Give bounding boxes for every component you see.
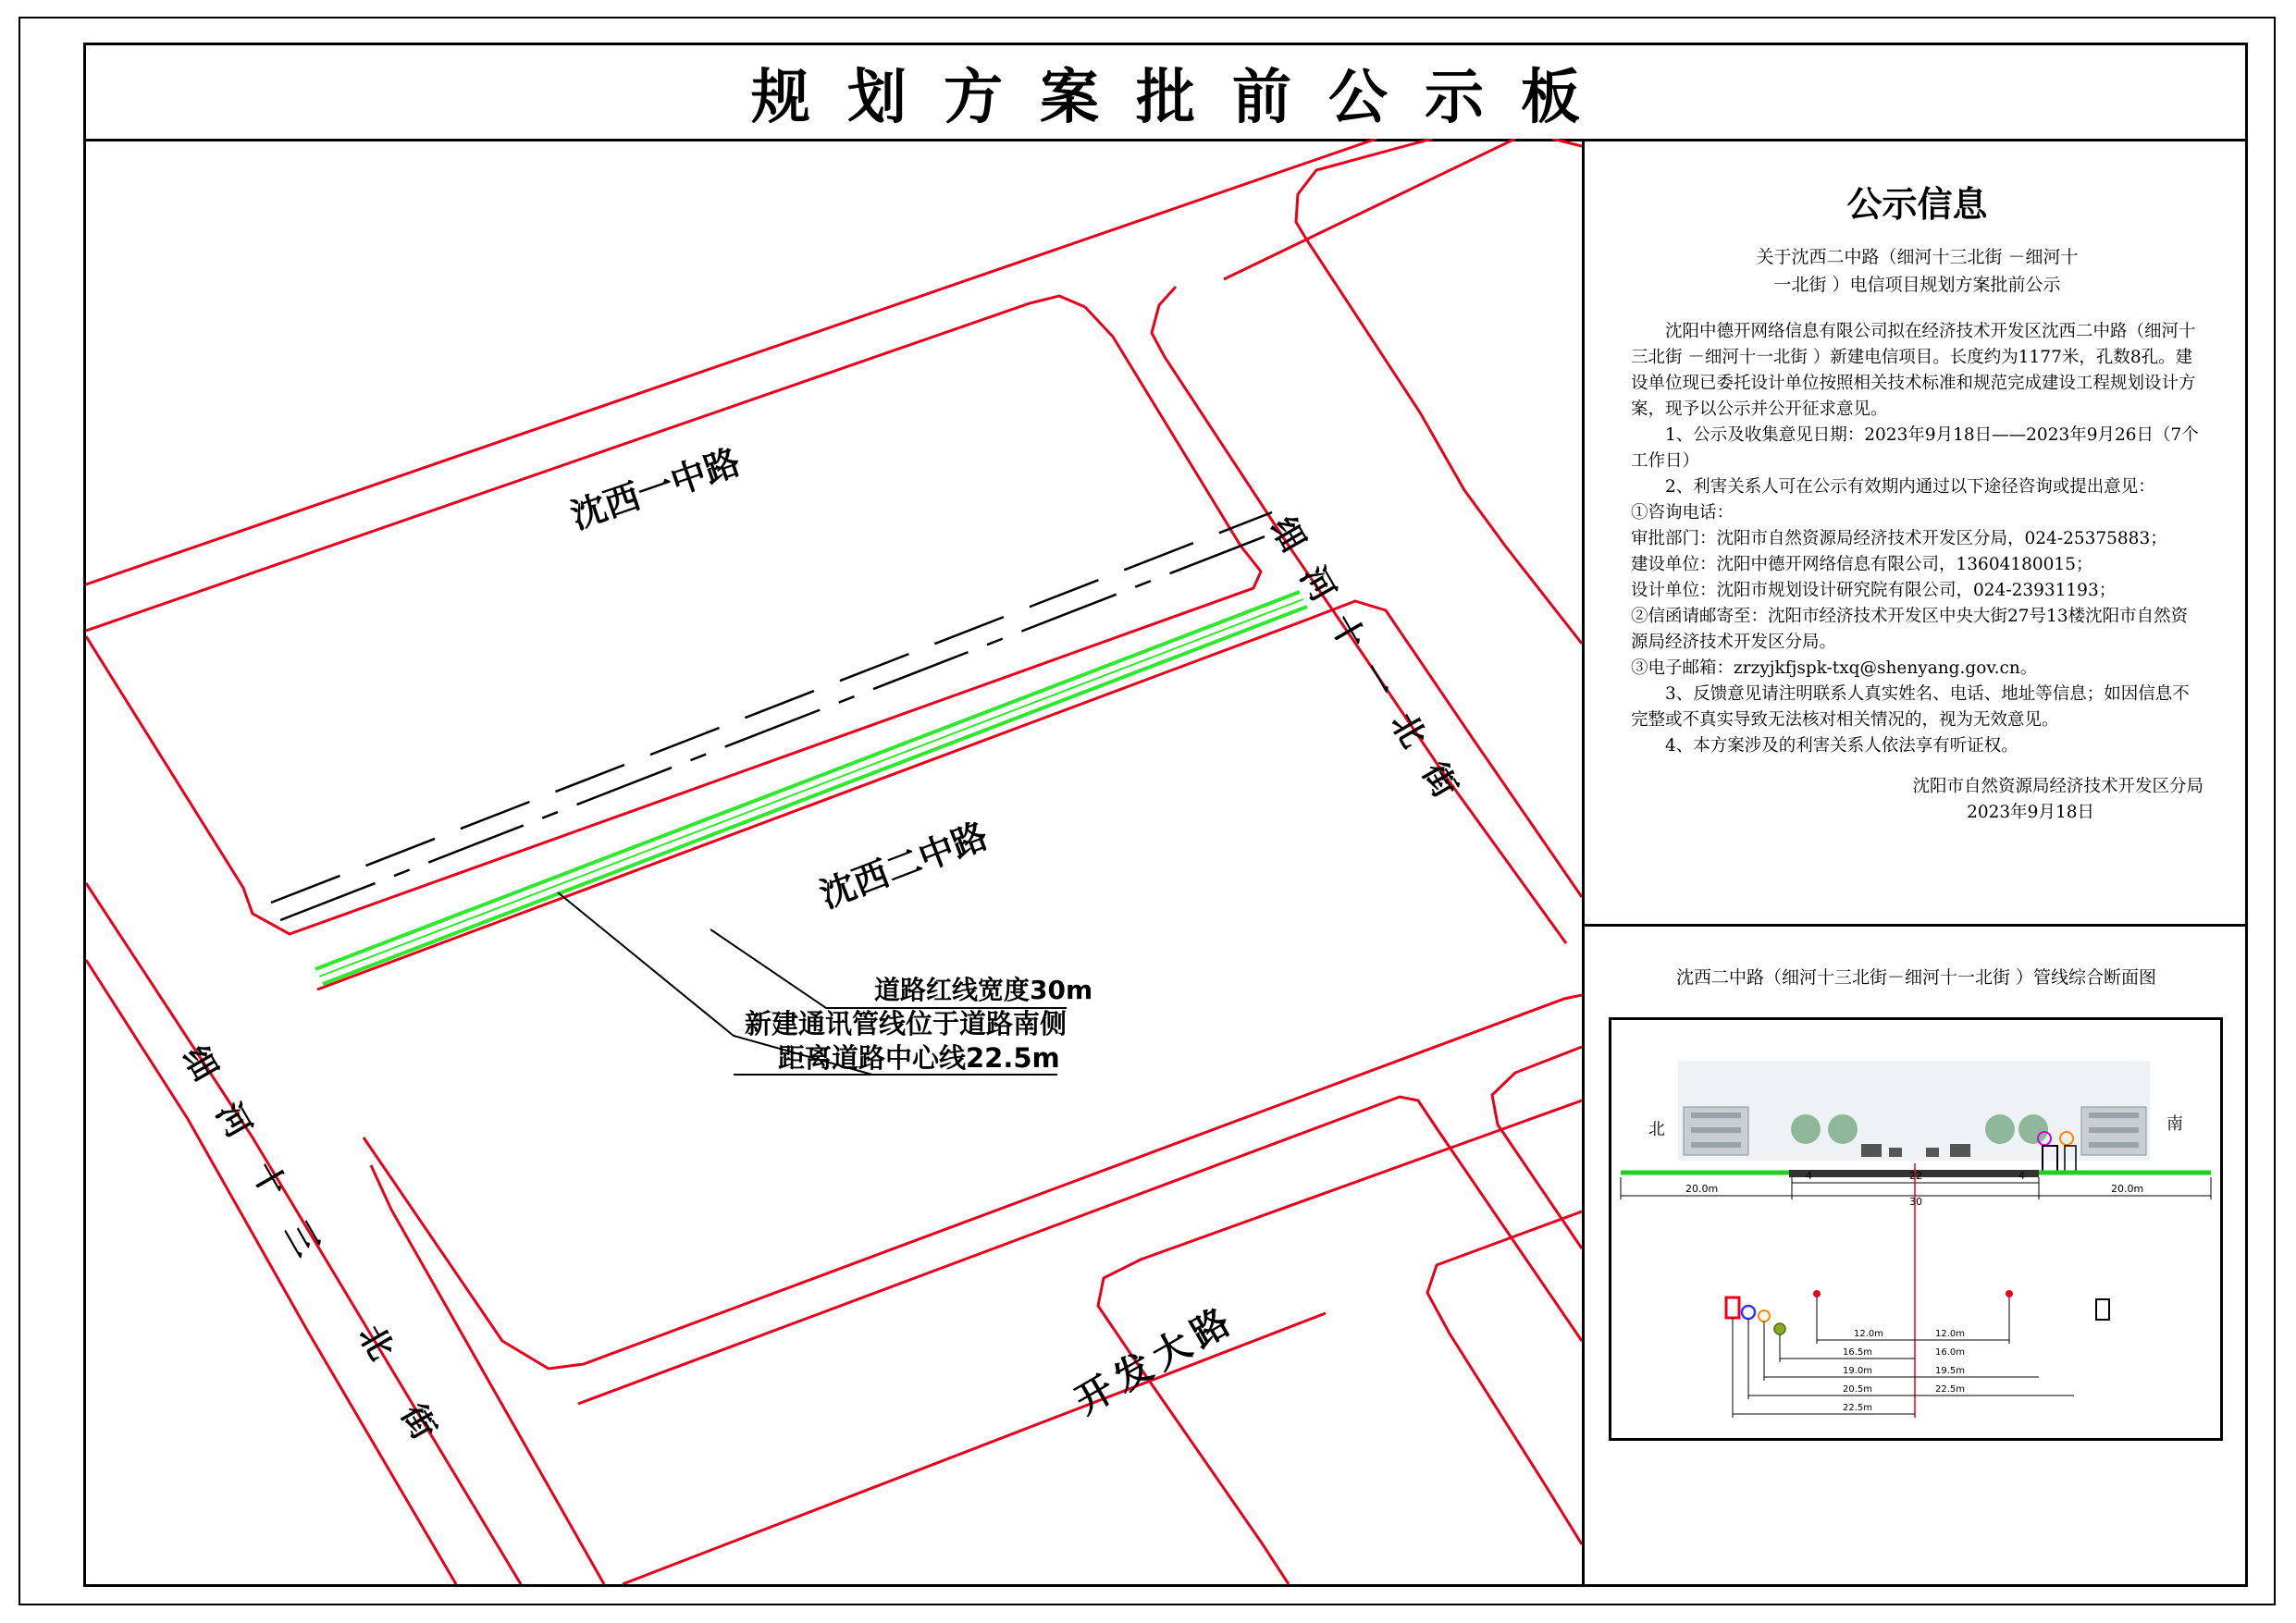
buildings-north [1684, 1107, 1748, 1155]
buildings-south [2081, 1107, 2146, 1155]
pipe-dim-2-right: 19.5m [1935, 1366, 1966, 1376]
label-xihe11-c3: 十 [1322, 609, 1372, 657]
block-outline-upper-right [1296, 139, 1582, 644]
info-subtitle [1640, 243, 2194, 299]
info-signature [1631, 774, 2203, 826]
label-shenxi2: 沈西二中路 [814, 815, 994, 916]
notice-info [1585, 139, 2248, 927]
pipe-dim-0-right: 12.0m [1935, 1329, 1966, 1339]
label-xihe11-c4: 一 [1352, 657, 1401, 705]
info-approval: 审批部门：沈阳市自然资源局经济技术开发区分局，024-25375883； [1631, 529, 2167, 548]
label-xihe11-c1: 细 [1263, 510, 1313, 559]
board-title: 规划方案批前公示板 [751, 63, 1617, 132]
road-edge-kaifa-west [578, 1097, 1582, 1404]
info-sign-org: 沈阳市自然资源局经济技术开发区分局 [1912, 777, 2203, 796]
label-xihe11-c6: 街 [1414, 756, 1464, 805]
label-xihe13-c3: 十 [243, 1156, 293, 1204]
dim-top-3: 4 [2018, 1170, 2025, 1182]
info-intro: 沈阳中德开网络信息有限公司拟在经济技术开发区沈西二中路（细河十三北街 －细河十一北街 ）新建电信项目。长度约为1177米，孔数8孔。建设单位现已委托设计单位按照相关技术标准和规范完成建设工程规划设计方案，现予以公示并公开征求意见。 [1631, 322, 2196, 419]
title-bar [86, 45, 2245, 141]
road-edge-xihe13-west [86, 960, 456, 1584]
info-email: ③电子邮箱：zrzyjkfjspk-txq@shenyang.gov.cn。 [1631, 658, 2038, 678]
label-north: 北 [1648, 1120, 1665, 1139]
road-edge-xihe13-east2 [371, 1165, 604, 1584]
info-mail: ②信函请邮寄至：沈阳市经济技术开发区中央大街27号13楼沈阳市自然资源局经济技术开发区分局。 [1631, 607, 2189, 652]
label-kaifa: 开发大路 [1068, 1297, 1244, 1423]
dim-top-0: 20.0m [1685, 1183, 1719, 1195]
road-edge-kaifa-bottom [623, 1313, 1326, 1584]
label-xihe13-c4: 三 [277, 1215, 327, 1263]
cross-section-caption: 沈西二中路（细河十三北街－细河十一北街 ）管线综合断面图 [1675, 967, 2157, 988]
info-item-3: 3、反馈意见请注明联系人真实姓名、电话、地址等信息；如因信息不完整或不真实导致无法核对相关情况的，视为无效意见。 [1631, 684, 2190, 730]
board-frame [83, 43, 2248, 1587]
block-outline-lower-mid [1427, 1211, 1582, 1544]
map-area [86, 139, 1585, 1584]
pipe-dim-2-left: 19.0m [1843, 1366, 1873, 1376]
pipe-dim-lines [1733, 1297, 2074, 1418]
road-edge-shenxi1-north [86, 139, 1376, 584]
pipe-dim-4-left: 22.5m [1843, 1403, 1873, 1413]
cross-section-panel [1585, 927, 2248, 1584]
info-phone: ①咨询电话： [1631, 503, 1734, 523]
info-heading: 公示信息 [1846, 184, 1988, 225]
info-item-2: 2、利害关系人可在公示有效期内通过以下途径咨询或提出意见： [1665, 477, 2155, 497]
pipe-dim-1-left: 16.5m [1843, 1347, 1873, 1358]
pipe-dim-3-right: 22.5m [1935, 1384, 1966, 1395]
dim-top-1: 4 [1806, 1170, 1812, 1182]
info-designer: 设计单位：沈阳市规划设计研究院有限公司，024-23931193； [1631, 581, 2117, 600]
info-sign-date: 2023年9月18日 [1967, 803, 2094, 822]
pipe-dim-1-right: 16.0m [1935, 1347, 1966, 1358]
road-edge-xihe11-west2 [1224, 139, 1515, 279]
info-item-1: 1、公示及收集意见日期：2023年9月18日——2023年9月26日（7个工作日） [1631, 425, 2199, 471]
road-edge-shenxi1-south [86, 296, 1085, 631]
label-xihe13-c2: 河 [208, 1097, 258, 1145]
block-outline-right-top [1552, 139, 1582, 146]
new-pipe [315, 592, 1307, 984]
callout-pipe-line2: 距离道路中心线22.5m [778, 1042, 1060, 1074]
road-centerline-2 [271, 512, 1272, 903]
callout-width: 道路红线宽度30m [874, 975, 1093, 1005]
cross-section-drawing [1609, 1017, 2223, 1441]
block-outline-lower-right [1492, 1047, 1582, 1248]
pipe-dim-0-left: 12.0m [1854, 1329, 1884, 1339]
site-map [86, 139, 1582, 1584]
info-builder: 建设单位：沈阳中德开网络信息有限公司，13604180015； [1631, 555, 2093, 574]
label-xihe13-c5: 北 [351, 1319, 401, 1367]
pipe-symbols [1726, 1290, 2109, 1334]
label-xihe13-c1: 细 [175, 1039, 225, 1088]
pipe-dim-3-left: 20.5m [1843, 1384, 1873, 1395]
callout-pipe-line1: 新建通讯管线位于道路南侧 [745, 1008, 1068, 1039]
dim-top-4: 20.0m [2111, 1183, 2144, 1195]
info-item-4: 4、本方案涉及的利害关系人依法享有听证权。 [1665, 736, 2018, 756]
label-xihe11-c2: 河 [1292, 560, 1342, 609]
label-xihe11-c5: 北 [1383, 707, 1433, 755]
info-subtitle-line2: 一北街 ）电信项目规划方案批前公示 [1773, 275, 2061, 295]
dim-30: 30 [1909, 1196, 1922, 1208]
label-shenxi1: 沈西一中路 [565, 441, 746, 537]
label-xihe13-c6: 街 [393, 1398, 443, 1446]
side-panel [1585, 139, 2248, 1584]
road-centerline [280, 529, 1284, 920]
info-subtitle-line1: 关于沈西二中路（细河十三北街 －细河十 [1756, 247, 2079, 267]
cross-section-svg [1611, 1020, 2220, 1438]
pipe-dim-labels [1843, 1329, 1965, 1413]
label-south: 南 [2166, 1114, 2183, 1134]
dim-top-2: 22 [1909, 1170, 1922, 1182]
